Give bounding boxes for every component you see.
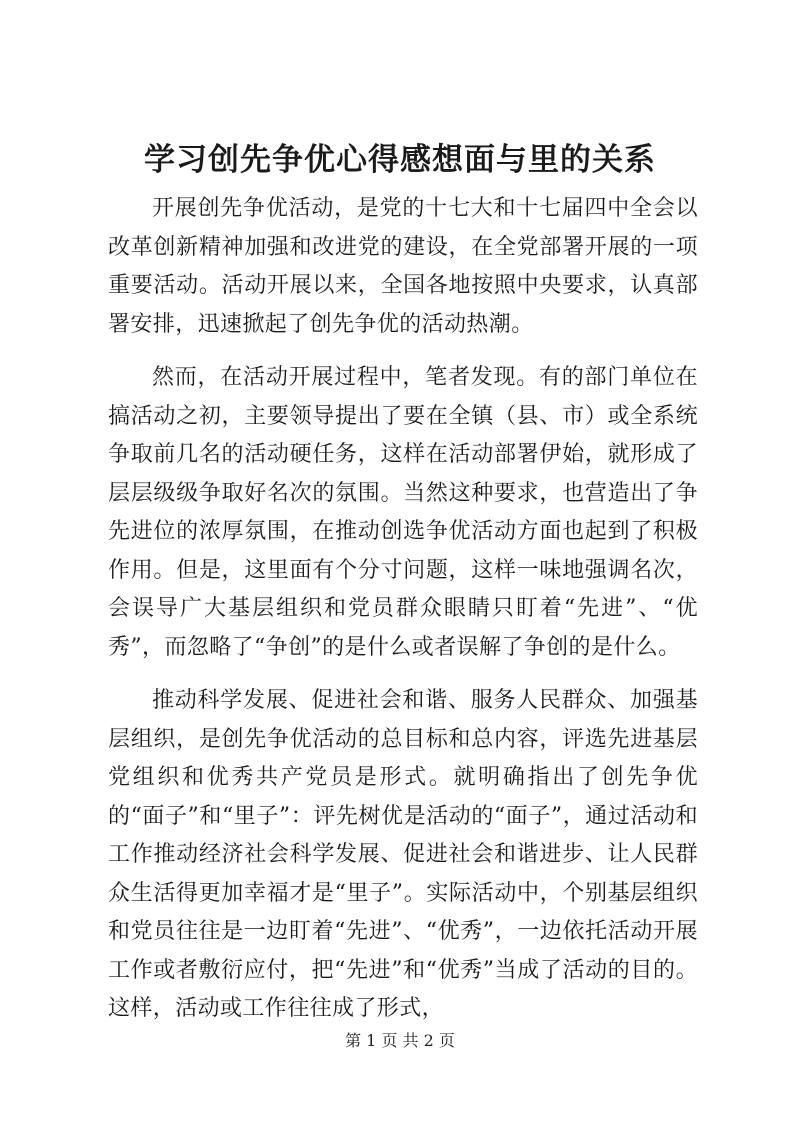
paragraph-3: 推动科学发展、促进社会和谐、服务人民群众、加强基层组织，是创先争优活动的总目标和总内容，评选先进基层党组织和优秀共产党员是形式。就明确指出了创先争优的“面子”和“里子”：评先树优是活动的“面子”，通过活动和工作推动经济社会科学发展、促进社会和谐进步、让人民群众生活得更加幸福才是“里子”。实际活动中，个别基层组织和党员往往是一边盯着“先进”、“优秀”，一边依托活动开展工作或者敷衍应付，把“先进”和“优秀”当成了活动的目的。这样，活动或工作往往成了形式， <box>108 688 698 1021</box>
page-number-footer: 第 1 页 共 2 页 <box>345 1031 455 1050</box>
paragraph-1: 开展创先争优活动，是党的十七大和十七届四中全会以改革创新精神加强和改进党的建设，在全党部署开展的一项重要活动。活动开展以来，全国各地按照中央要求，认真部署安排，迅速掀起了创先争优的活动热潮。 <box>108 196 698 337</box>
paragraph-2: 然而，在活动开展过程中，笔者发现。有的部门单位在搞活动之初，主要领导提出了要在全镇（县、市）或全系统争取前几名的活动硬任务，这样在活动部署伊始，就形成了层层级级争取好名次的氛围。当然这种要求，也营造出了争先进位的浓厚氛围，在推动创选争优活动方面也起到了积极作用。但是，这里面有个分寸问题，这样一味地强调名次，会误导广大基层组织和党员群众眼睛只盯着“先进”、“优秀”，而忽略了“争创”的是什么或者误解了争创的是什么。 <box>108 365 698 660</box>
document-body <box>108 190 698 1044</box>
document-title: 学习创先争优心得感想面与里的关系 <box>144 142 656 178</box>
